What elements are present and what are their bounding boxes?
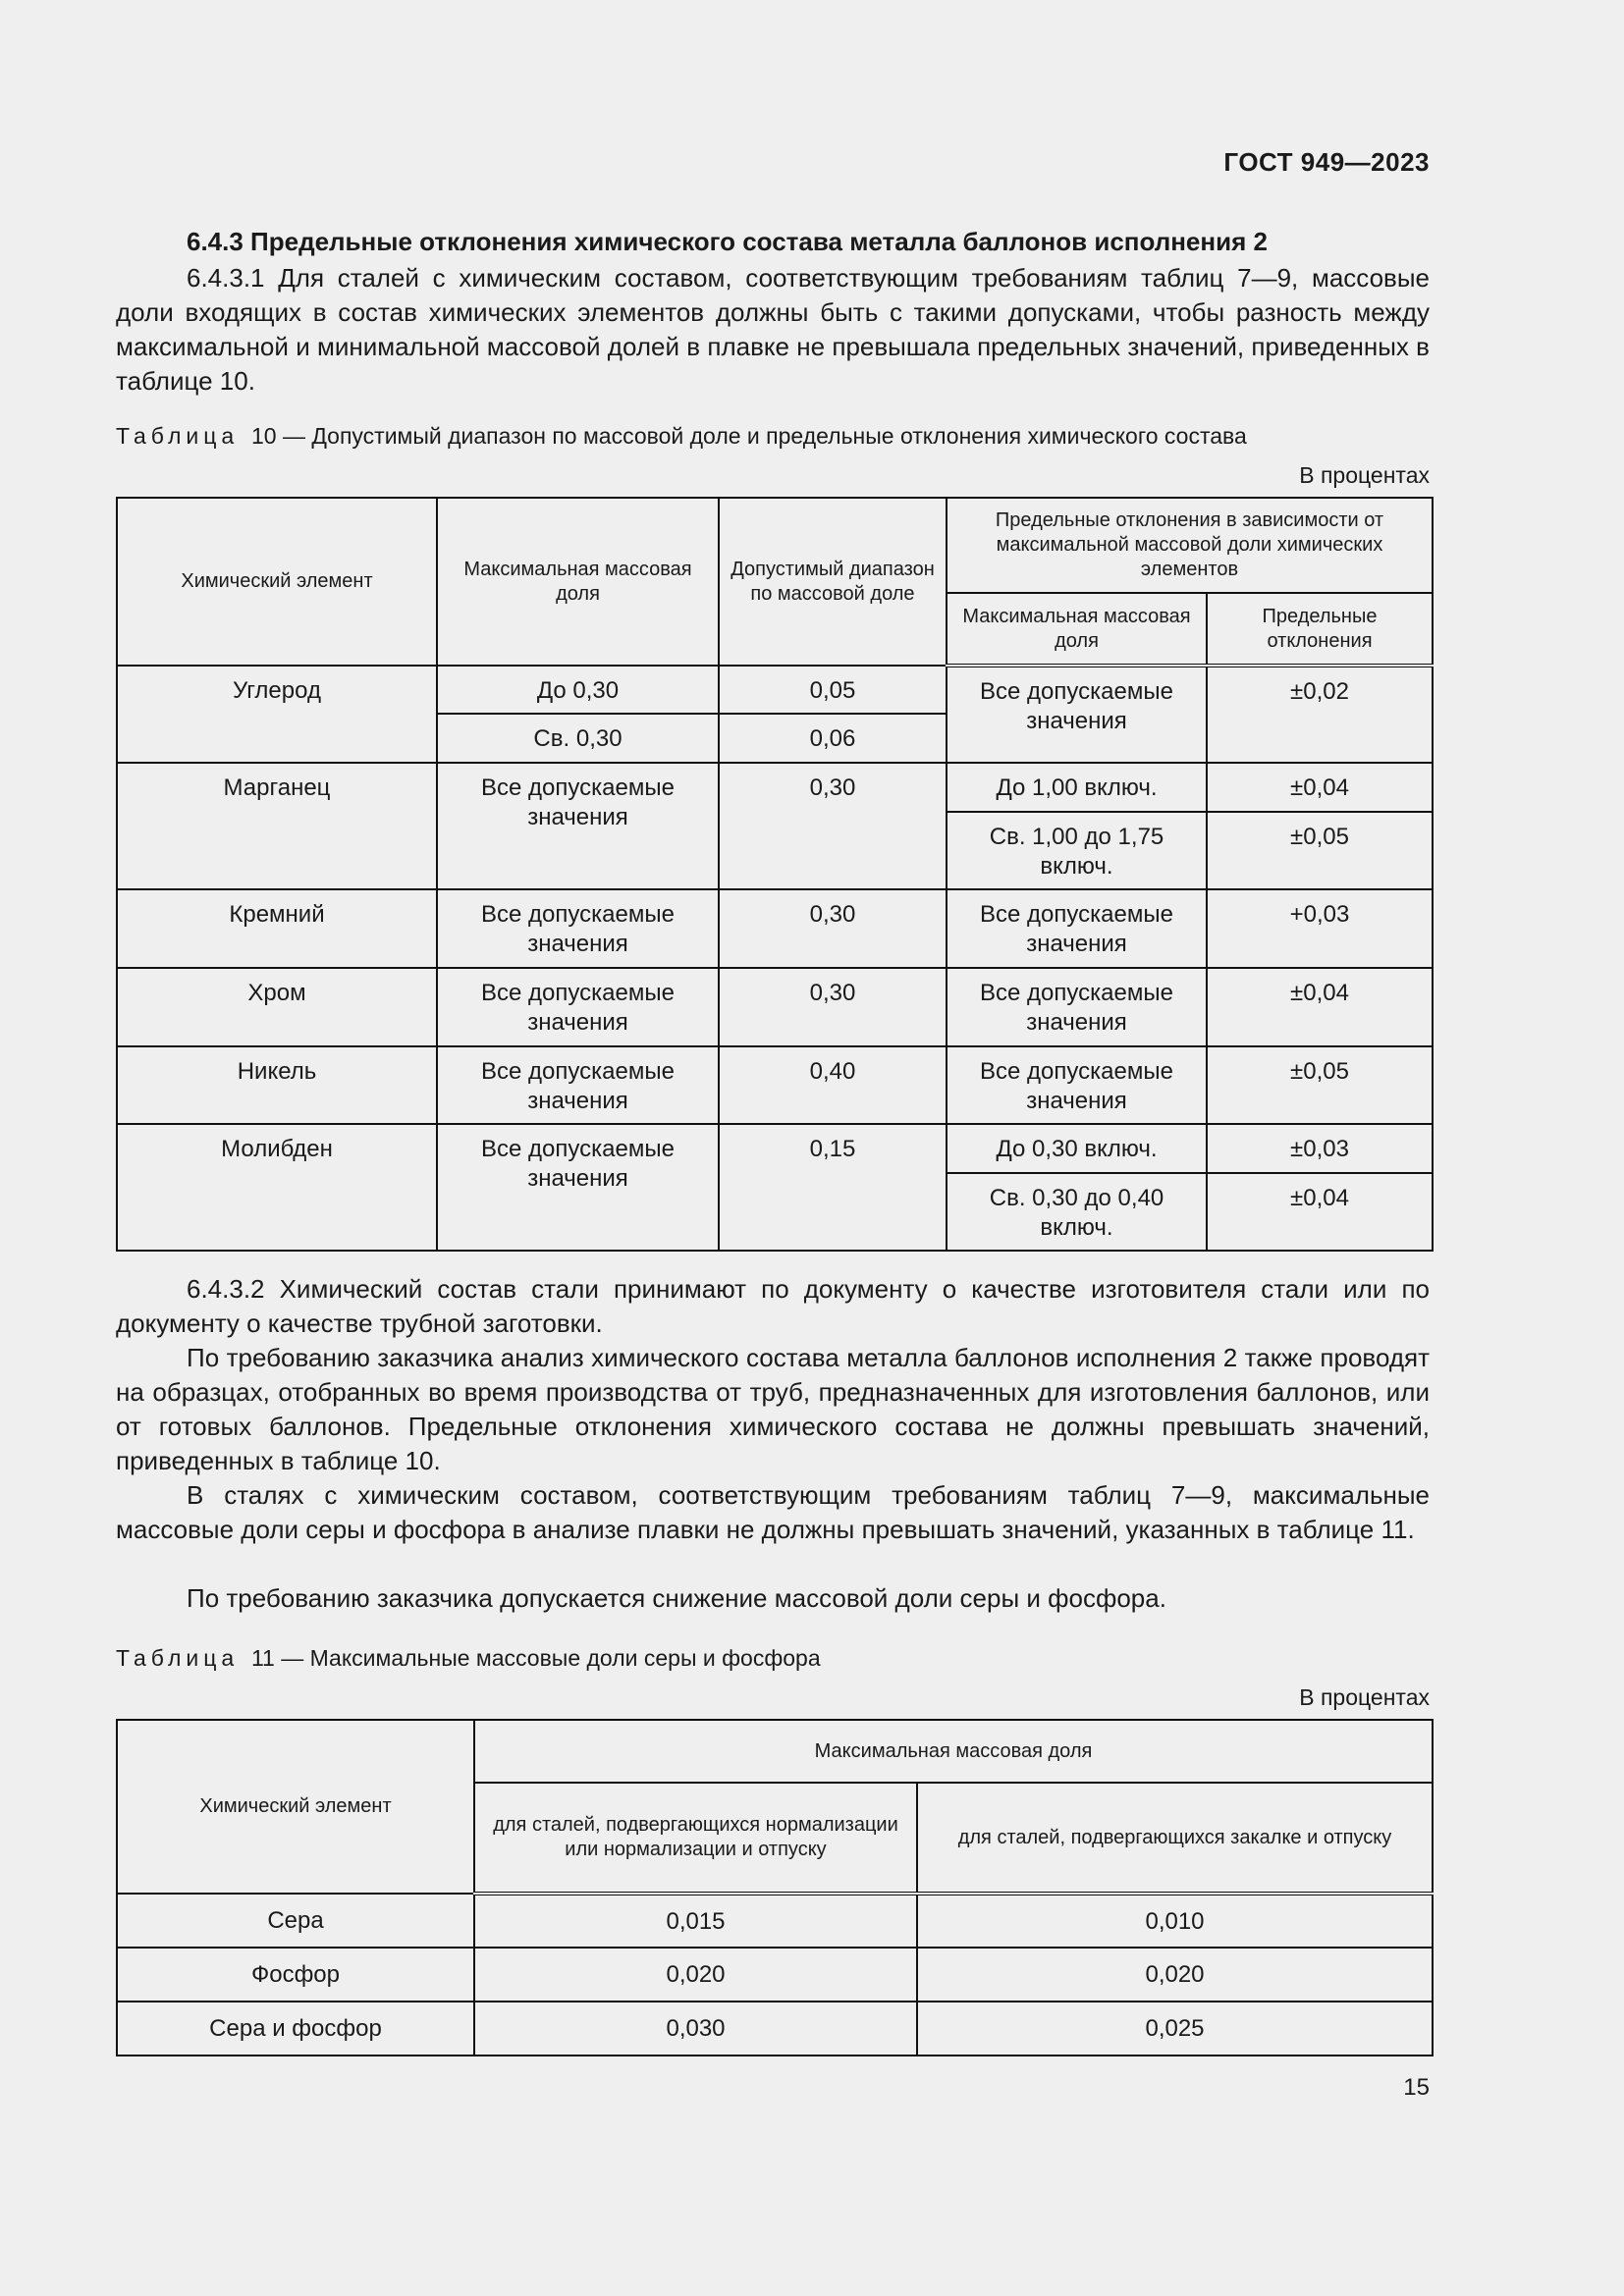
table-10	[116, 497, 1434, 1252]
table10-caption	[116, 423, 1247, 450]
table11-caption-text: 11 — Максимальные массовые доли серы и фосфора	[250, 1645, 821, 1671]
t11-cell-element: Сера	[117, 1894, 474, 1948]
t10-cell-element: Кремний	[117, 889, 437, 968]
t10-cell-mass: Все допускаемые значения	[437, 889, 719, 968]
t10-cell-dev-mass: До 0,30 включ.	[947, 1124, 1207, 1173]
t10-cell-dev-mass: Все допускаемые значения	[947, 666, 1207, 763]
t10-cell-mass: Все допускаемые значения	[437, 763, 719, 889]
t10-cell-dev: +0,03	[1207, 889, 1433, 968]
table11-caption-label: Таблица	[116, 1645, 240, 1671]
t10-cell-dev: ±0,02	[1207, 666, 1433, 763]
t10-header-max-mass: Максимальная массовая доля	[437, 498, 719, 666]
t10-cell-element: Никель	[117, 1046, 437, 1124]
t10-cell-dev-mass: Все допускаемые значения	[947, 968, 1207, 1046]
t10-cell-dev-mass: Св. 0,30 до 0,40 включ.	[947, 1173, 1207, 1251]
t10-cell-mass: Все допускаемые значения	[437, 968, 719, 1046]
t10-cell-mass: Все допускаемые значения	[437, 1124, 719, 1251]
paragraph-6-4-3-2: 6.4.3.2 Химический состав стали принимают по документу о качестве изготовителя стали или по документу о качестве трубной заготовки.	[116, 1274, 1430, 1338]
section-heading: 6.4.3 Предельные отклонения химического состава металла баллонов исполнения 2	[187, 227, 1268, 256]
t11-header-element: Химический элемент	[117, 1720, 474, 1894]
t11-cell-normalized: 0,030	[474, 2002, 917, 2056]
t10-cell-range: 0,06	[719, 714, 947, 763]
t10-cell-range: 0,30	[719, 763, 947, 889]
t10-cell-dev-mass: До 1,00 включ.	[947, 763, 1207, 812]
t10-cell-element: Углерод	[117, 666, 437, 763]
t10-cell-dev-mass: Все допускаемые значения	[947, 889, 1207, 968]
t10-cell-element: Молибден	[117, 1124, 437, 1251]
table-11	[116, 1719, 1434, 2056]
t10-cell-range: 0,40	[719, 1046, 947, 1124]
table11-caption	[116, 1645, 821, 1672]
page-number: 15	[1403, 2074, 1430, 2101]
document-code: ГОСТ 949—2023	[1223, 147, 1430, 177]
t10-cell-dev: ±0,03	[1207, 1124, 1433, 1173]
t10-header-dev-limit: Предельные отклонения	[1207, 593, 1433, 666]
t10-cell-dev-mass: Все допускаемые значения	[947, 1046, 1207, 1124]
t11-cell-element: Фосфор	[117, 1948, 474, 2002]
t11-cell-element: Сера и фосфор	[117, 2002, 474, 2056]
t11-header-normalized: для сталей, подвергающихся нормализации или нормализации и отпуску	[474, 1783, 917, 1894]
t10-cell-dev-mass: Св. 1,00 до 1,75 включ.	[947, 812, 1207, 889]
t10-cell-dev: ±0,05	[1207, 1046, 1433, 1124]
t10-cell-dev: ±0,04	[1207, 968, 1433, 1046]
t10-cell-element: Хром	[117, 968, 437, 1046]
table11-unit: В процентах	[1299, 1684, 1430, 1710]
t11-header-quenched: для сталей, подвергающихся закалке и отпуску	[917, 1783, 1433, 1894]
table10-caption-label: Таблица	[116, 423, 240, 449]
t10-header-deviations: Предельные отклонения в зависимости от максимальной массовой доли химических элементов	[947, 498, 1433, 593]
t11-cell-quenched: 0,010	[917, 1894, 1433, 1948]
t10-header-dev-max-mass: Максимальная массовая доля	[947, 593, 1207, 666]
table10-caption-text: 10 — Допустимый диапазон по массовой доле и предельные отклонения химического состава	[250, 423, 1247, 449]
t10-cell-mass: Все допускаемые значения	[437, 1046, 719, 1124]
t10-cell-range: 0,30	[719, 889, 947, 968]
paragraph-customer-analysis: По требованию заказчика анализ химического состава металла баллонов исполнения 2 также проводят на образцах, отобранных во время производства от труб, предназначенных для изготовления баллонов, или от готовых баллонов. Предельные отклонения химического состава не должны превышать значений, приведенных в таблице 10.	[116, 1343, 1430, 1475]
t10-cell-range: 0,05	[719, 666, 947, 714]
t10-cell-dev: ±0,05	[1207, 812, 1433, 889]
paragraph-sulfur-phosphorus: В сталях с химическим составом, соответствующим требованиям таблиц 7—9, максимальные массовые доли серы и фосфора в анализе плавки не должны превышать значений, указанных в таблице 11.	[116, 1480, 1430, 1544]
t10-cell-element: Марганец	[117, 763, 437, 889]
t10-header-range: Допустимый диапазон по массовой доле	[719, 498, 947, 666]
t10-cell-dev: ±0,04	[1207, 763, 1433, 812]
t10-header-element: Химический элемент	[117, 498, 437, 666]
t10-cell-dev: ±0,04	[1207, 1173, 1433, 1251]
t11-header-max-mass: Максимальная массовая доля	[474, 1720, 1433, 1783]
t11-cell-normalized: 0,020	[474, 1948, 917, 2002]
t10-cell-mass: Св. 0,30	[437, 714, 719, 763]
paragraph-6-4-3-1: 6.4.3.1 Для сталей с химическим составом, соответствующим требованиям таблиц 7—9, массовые доли входящих в состав химических элементов должны быть с такими допусками, чтобы разность между максимальной и минимальной массовой долей в плавке не превышала предельных значений, приведенных в таблице 10.	[116, 263, 1430, 396]
t10-cell-range: 0,15	[719, 1124, 947, 1251]
t11-cell-quenched: 0,020	[917, 1948, 1433, 2002]
table10-unit: В процентах	[1299, 462, 1430, 488]
t11-cell-normalized: 0,015	[474, 1894, 917, 1948]
t10-cell-mass: До 0,30	[437, 666, 719, 714]
t10-cell-range: 0,30	[719, 968, 947, 1046]
t11-cell-quenched: 0,025	[917, 2002, 1433, 2056]
paragraph-reduction: По требованию заказчика допускается снижение массовой доли серы и фосфора.	[187, 1583, 1166, 1613]
